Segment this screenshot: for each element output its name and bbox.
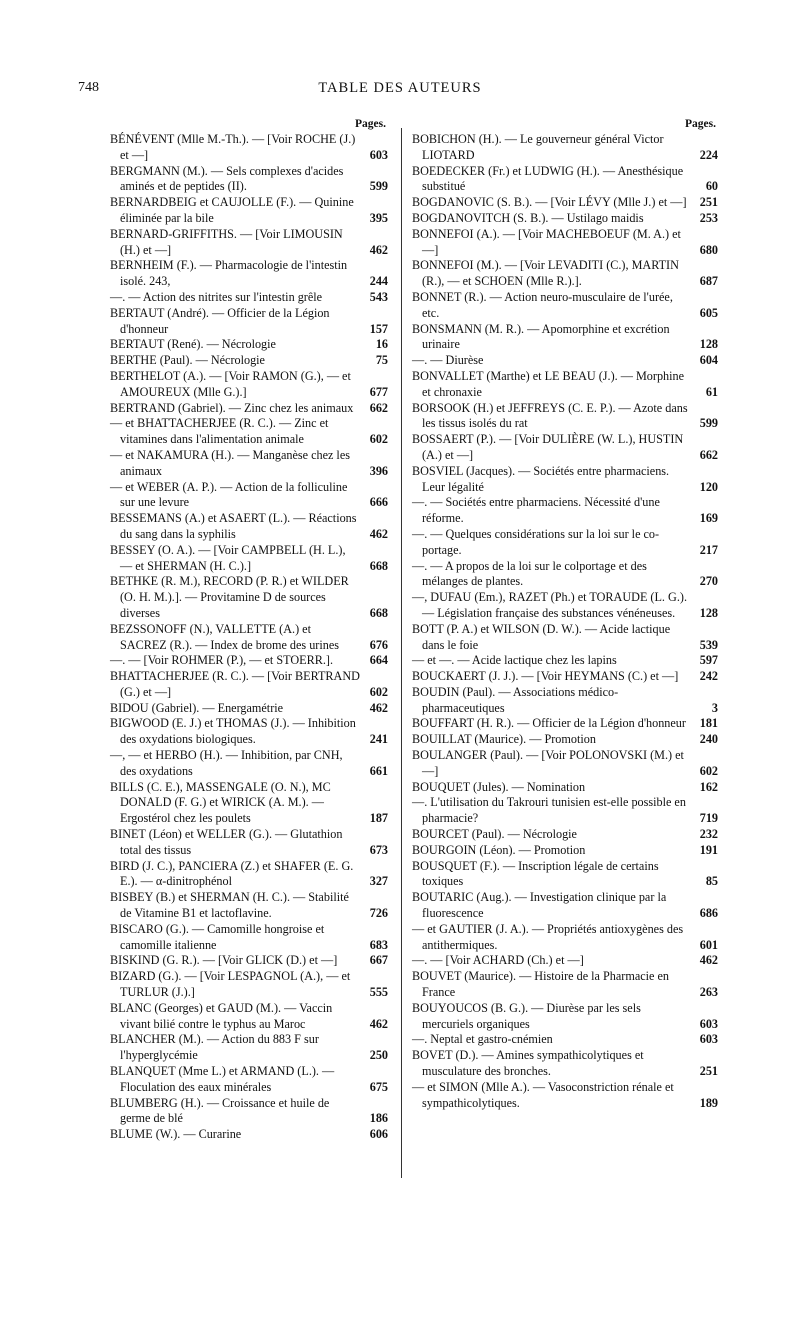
entry-text: — et SIMON (Mlle A.). — Vasoconstriction rénale et sympathicolytiques.	[412, 1079, 674, 1110]
entry-page-number: 217	[699, 542, 718, 557]
index-entry	[412, 322, 718, 354]
index-entry	[110, 1001, 388, 1033]
entry-page-number: 605	[699, 305, 718, 320]
entry-text: BOUQUET (Jules). — Nomination	[412, 779, 586, 794]
index-entry	[110, 969, 388, 1001]
entry-page-number: 606	[369, 1127, 388, 1142]
entry-page-number: 597	[699, 653, 718, 668]
entry-text: BONNEFOI (A.). — [Voir MACHEBOEUF (M. A.) et —]	[412, 226, 681, 257]
index-entry	[110, 227, 388, 259]
entry-page-number: 555	[369, 985, 388, 1000]
entry-text: BLANCHER (M.). — Action du 883 F sur l'hyperglycémie	[110, 1032, 319, 1063]
entry-page-number: 602	[369, 432, 388, 447]
entry-text: BOUVET (Maurice). — Histoire de la Pharmacie en France	[412, 969, 669, 1000]
entry-text: BESSEY (O. A.). — [Voir CAMPBELL (H. L.), — et SHERMAN (H. C.).]	[110, 542, 346, 573]
index-entry	[110, 195, 388, 227]
entry-text: BETHKE (R. M.), RECORD (P. R.) et WILDER (O. H. M.).]. — Provitamine D de sources diverses	[110, 574, 349, 620]
index-entry	[412, 464, 718, 496]
entry-page-number: 189	[699, 1095, 718, 1110]
entry-text: BOTT (P. A.) et WILSON (D. W.). — Acide lactique dans le foie	[412, 621, 671, 652]
index-entry	[110, 337, 388, 353]
entry-text: BERTAUT (René). — Nécrologie	[110, 337, 276, 352]
entry-page-number: 61	[705, 384, 718, 399]
index-entry	[412, 290, 718, 322]
index-entry	[110, 1064, 388, 1096]
entry-page-number: 673	[369, 842, 388, 857]
entry-text: —. — Diurèse	[412, 353, 484, 368]
entry-page-number: 539	[699, 637, 718, 652]
entry-page-number: 602	[699, 763, 718, 778]
entry-page-number: 462	[369, 700, 388, 715]
index-entry	[412, 1048, 718, 1080]
entry-text: BINET (Léon) et WELLER (G.). — Glutathion total des tissus	[110, 827, 343, 857]
entry-text: BOUFFART (H. R.). — Officier de la Légion d'honneur	[412, 716, 686, 731]
entry-page-number: 686	[699, 906, 718, 921]
entry-text: BOULANGER (Paul). — [Voir POLONOVSKI (M.) et —]	[412, 748, 684, 778]
index-entry	[412, 227, 718, 259]
index-entry	[412, 685, 718, 717]
entry-text: —. — Quelques considérations sur la loi sur le co-portage.	[412, 526, 660, 557]
entry-page-number: 462	[369, 1016, 388, 1031]
entry-page-number: 666	[369, 495, 388, 510]
entry-page-number: 242	[699, 669, 718, 684]
index-column-left	[110, 116, 388, 1143]
entry-text: BONVALLET (Marthe) et LE BEAU (J.). — Morphine et chronaxie	[412, 368, 685, 399]
entry-page-number: 604	[699, 353, 718, 368]
entry-text: BONSMANN (M. R.). — Apomorphine et excrétion urinaire	[412, 321, 670, 352]
entry-text: BOUCKAERT (J. J.). — [Voir HEYMANS (C.) et —]	[412, 669, 679, 684]
entry-page-number: 677	[369, 384, 388, 399]
entry-text: BOUYOUCOS (B. G.). — Diurèse par les sels mercuriels organiques	[412, 1000, 641, 1031]
entry-text: BISBEY (B.) et SHERMAN (H. C.). — Stabilité de Vitamine B1 et lactoflavine.	[110, 890, 349, 921]
index-entry	[412, 890, 718, 922]
entry-page-number: 224	[699, 147, 718, 162]
entry-page-number: 462	[699, 953, 718, 968]
entry-page-number: 128	[699, 605, 718, 620]
entry-text: —. — Sociétés entre pharmaciens. Nécessité d'une réforme.	[412, 495, 660, 526]
index-entry	[110, 164, 388, 196]
entry-page-number: 253	[699, 210, 718, 225]
entry-page-number: 680	[699, 242, 718, 257]
index-entry	[110, 511, 388, 543]
index-entry	[412, 401, 718, 433]
entry-page-number: 270	[699, 574, 718, 589]
entry-page-number: 250	[369, 1048, 388, 1063]
entry-page-number: 240	[699, 732, 718, 747]
entry-list	[412, 132, 718, 1111]
entry-page-number: 85	[705, 874, 718, 889]
entry-text: — et NAKAMURA (H.). — Manganèse chez les animaux	[110, 447, 350, 478]
index-entry	[412, 559, 718, 591]
entry-page-number: 3	[711, 700, 718, 715]
entry-page-number: 664	[369, 653, 388, 668]
entry-page-number: 603	[699, 1016, 718, 1031]
index-entry	[110, 669, 388, 701]
entry-page-number: 462	[369, 526, 388, 541]
index-entry	[110, 716, 388, 748]
entry-text: BERNHEIM (F.). — Pharmacologie de l'intestin isolé. 243,	[110, 258, 348, 289]
entry-text: BHATTACHERJEE (R. C.). — [Voir BERTRAND (G.) et —]	[110, 669, 360, 699]
entry-text: — et GAUTIER (J. A.). — Propriétés antioxygènes des antithermiques.	[412, 921, 684, 952]
entry-text: BLUMBERG (H.). — Croissance et huile de germe de blé	[110, 1095, 330, 1126]
entry-page-number: 683	[369, 937, 388, 952]
entry-text: BLUME (W.). — Curarine	[110, 1127, 242, 1142]
entry-text: BOBICHON (H.). — Le gouverneur général Victor LIOTARD	[412, 132, 664, 162]
index-entry	[110, 622, 388, 654]
entry-page-number: 75	[375, 353, 388, 368]
entry-text: BIDOU (Gabriel). — Energamétrie	[110, 700, 284, 715]
entry-page-number: 120	[699, 479, 718, 494]
entry-page-number: 157	[369, 321, 388, 336]
index-entry	[110, 890, 388, 922]
entry-text: BISCARO (G.). — Camomille hongroise et camomille italienne	[110, 921, 325, 952]
index-entry	[412, 669, 718, 685]
entry-text: BESSEMANS (A.) et ASAERT (L.). — Réactions du sang dans la syphilis	[110, 511, 357, 541]
entry-page-number: 232	[699, 827, 718, 842]
index-entry	[412, 1001, 718, 1033]
entry-text: BOVET (D.). — Amines sympathicolytiques et musculature des bronches.	[412, 1048, 644, 1079]
index-entry	[412, 258, 718, 290]
index-entry	[412, 132, 718, 164]
index-entry	[412, 1080, 718, 1112]
entry-page-number: 251	[699, 195, 718, 210]
entry-page-number: 667	[369, 953, 388, 968]
entry-page-number: 251	[699, 1064, 718, 1079]
index-entry	[110, 290, 388, 306]
index-entry	[110, 416, 388, 448]
entry-text: BOEDECKER (Fr.) et LUDWIG (H.). — Anesthésique substitué	[412, 163, 684, 194]
index-entry	[412, 827, 718, 843]
entry-page-number: 241	[369, 732, 388, 747]
entry-text: BOURGOIN (Léon). — Promotion	[412, 842, 586, 857]
entry-list	[110, 132, 388, 1143]
running-title: TABLE DES AUTEURS	[318, 80, 482, 96]
entry-page-number: 603	[369, 147, 388, 162]
index-entry	[412, 369, 718, 401]
entry-text: BERNARD-GRIFFITHS. — [Voir LIMOUSIN (H.) et —]	[110, 226, 343, 257]
entry-page-number: 603	[699, 1032, 718, 1047]
entry-text: BIZARD (G.). — [Voir LESPAGNOL (A.), — et TURLUR (J.).]	[110, 969, 351, 1000]
entry-page-number: 687	[699, 274, 718, 289]
entry-text: —, DUFAU (Em.), RAZET (Ph.) et TORAUDE (L. G.). — Législation française des substances vénéneuses.	[412, 590, 687, 620]
entry-page-number: 661	[369, 763, 388, 778]
entry-text: BEZSSONOFF (N.), VALLETTE (A.) et SACREZ (R.). — Index de brome des urines	[110, 621, 340, 652]
entry-page-number: 719	[699, 811, 718, 826]
entry-text: BERNARDBEIG et CAUJOLLE (F.). — Quinine éliminée par la bile	[110, 195, 354, 225]
entry-text: —. — [Voir ROHMER (P.), — et STOERR.].	[110, 653, 333, 668]
entry-text: BISKIND (G. R.). — [Voir GLICK (D.) et —]	[110, 953, 338, 968]
entry-text: BILLS (C. E.), MASSENGALE (O. N.), MC DONALD (F. G.) et WIRICK (A. M.). — Ergostérol chez les poulets	[110, 779, 331, 826]
entry-page-number: 462	[369, 242, 388, 257]
entry-text: BIRD (J. C.), PANCIERA (Z.) et SHAFER (E. G. E.). — α-dinitrophénol	[110, 858, 354, 889]
index-entry	[412, 495, 718, 527]
index-entry	[110, 748, 388, 780]
index-entry	[412, 716, 718, 732]
entry-text: BONNET (R.). — Action neuro-musculaire de l'urée, etc.	[412, 289, 673, 320]
entry-text: BIGWOOD (E. J.) et THOMAS (J.). — Inhibition des oxydations biologiques.	[110, 716, 356, 747]
index-column-right	[412, 116, 718, 1111]
index-entry	[110, 543, 388, 575]
entry-page-number: 169	[699, 511, 718, 526]
index-entry	[412, 622, 718, 654]
entry-page-number: 395	[369, 210, 388, 225]
entry-text: BOSVIEL (Jacques). — Sociétés entre pharmaciens. Leur légalité	[412, 463, 670, 494]
entry-page-number: 602	[369, 684, 388, 699]
entry-page-number: 244	[369, 274, 388, 289]
entry-page-number: 162	[699, 779, 718, 794]
index-entry	[412, 432, 718, 464]
index-entry	[110, 448, 388, 480]
entry-page-number: 187	[369, 811, 388, 826]
entry-page-number: 668	[369, 558, 388, 573]
entry-text: —. — [Voir ACHARD (Ch.) et —]	[412, 953, 584, 968]
entry-page-number: 186	[369, 1111, 388, 1126]
entry-text: BLANQUET (Mme L.) et ARMAND (L.). — Floculation des eaux minérales	[110, 1064, 335, 1094]
entry-page-number: 676	[369, 637, 388, 652]
index-entry	[412, 748, 718, 780]
index-entry	[412, 527, 718, 559]
index-entry	[412, 859, 718, 891]
entry-text: BERTAUT (André). — Officier de la Légion d'honneur	[110, 305, 330, 336]
entry-text: BOGDANOVITCH (S. B.). — Ustilago maidis	[412, 210, 644, 225]
entry-page-number: 662	[369, 400, 388, 415]
entry-text: BLANC (Georges) et GAUD (M.). — Vaccin vivant bilié contre le typhus au Maroc	[110, 1000, 333, 1031]
entry-text: —. — Action des nitrites sur l'intestin grêle	[110, 289, 323, 304]
pages-column-heading: Pages.	[685, 118, 716, 130]
index-entry	[412, 780, 718, 796]
index-entry	[412, 353, 718, 369]
index-entry	[110, 480, 388, 512]
index-entry	[110, 701, 388, 717]
entry-page-number: 181	[699, 716, 718, 731]
page-header	[0, 80, 800, 104]
index-entry	[110, 1032, 388, 1064]
entry-text: BERTHELOT (A.). — [Voir RAMON (G.), — et AMOUREUX (Mlle G.).]	[110, 368, 351, 399]
entry-page-number: 543	[369, 289, 388, 304]
entry-page-number: 327	[369, 874, 388, 889]
index-entry	[110, 953, 388, 969]
index-entry	[110, 306, 388, 338]
entry-text: BOUILLAT (Maurice). — Promotion	[412, 732, 596, 747]
entry-text: BONNEFOI (M.). — [Voir LEVADITI (C.), MARTIN (R.), — et SCHOEN (Mlle R.).].	[412, 258, 679, 289]
index-entry	[110, 353, 388, 369]
index-entry	[110, 369, 388, 401]
index-entry	[412, 164, 718, 196]
entry-text: — et —. — Acide lactique chez les lapins	[412, 653, 617, 668]
entry-text: —. L'utilisation du Takrouri tunisien est-elle possible en pharmacie?	[412, 795, 686, 826]
index-entry	[110, 922, 388, 954]
entry-page-number: 668	[369, 605, 388, 620]
index-entry	[412, 653, 718, 669]
entry-text: — et BHATTACHERJEE (R. C.). — Zinc et vitamines dans l'alimentation animale	[110, 416, 329, 447]
entry-text: BOSSAERT (P.). — [Voir DULIÈRE (W. L.), HUSTIN (A.) et —]	[412, 432, 684, 462]
index-entry	[412, 195, 718, 211]
index-entry	[412, 1032, 718, 1048]
entry-page-number: 726	[369, 906, 388, 921]
entry-text: BORSOOK (H.) et JEFFREYS (C. E. P.). — Azote dans les tissus isolés du rat	[412, 400, 688, 431]
index-entry	[110, 653, 388, 669]
entry-text: BERTHE (Paul). — Nécrologie	[110, 353, 265, 368]
entry-text: BÉNÉVENT (Mlle M.-Th.). — [Voir ROCHE (J.) et —]	[110, 132, 356, 162]
entry-text: BOUSQUET (F.). — Inscription légale de certains toxiques	[412, 858, 659, 889]
index-entry	[412, 953, 718, 969]
entry-text: —. — A propos de la loi sur le colportage et des mélanges de plantes.	[412, 558, 647, 589]
entry-text: BERGMANN (M.). — Sels complexes d'acides aminés et de peptides (II).	[110, 163, 344, 194]
entry-text: —. Neptal et gastro-cnémien	[412, 1032, 553, 1047]
index-entry	[110, 574, 388, 621]
index-entry	[110, 1127, 388, 1143]
index-entry	[110, 859, 388, 891]
entry-text: BOURCET (Paul). — Nécrologie	[412, 827, 577, 842]
entry-page-number: 599	[699, 416, 718, 431]
entry-text: —, — et HERBO (H.). — Inhibition, par CNH, des oxydations	[110, 748, 343, 778]
index-entry	[412, 795, 718, 827]
entry-text: BOUTARIC (Aug.). — Investigation clinique par la fluorescence	[412, 890, 667, 921]
entry-page-number: 675	[369, 1079, 388, 1094]
index-entry	[412, 843, 718, 859]
index-entry	[110, 1096, 388, 1128]
entry-page-number: 662	[699, 447, 718, 462]
entry-page-number: 601	[699, 937, 718, 952]
entry-text: BERTRAND (Gabriel). — Zinc chez les animaux	[110, 400, 354, 415]
index-entry	[110, 401, 388, 417]
entry-page-number: 128	[699, 337, 718, 352]
entry-page-number: 16	[375, 337, 388, 352]
entry-text: — et WEBER (A. P.). — Action de la folliculine sur une levure	[110, 479, 348, 510]
entry-text: BOUDIN (Paul). — Associations médico-pharmaceutiques	[412, 684, 619, 715]
index-entry	[412, 732, 718, 748]
entry-page-number: 191	[699, 842, 718, 857]
index-entry	[412, 969, 718, 1001]
index-entry	[412, 922, 718, 954]
entry-page-number: 60	[705, 179, 718, 194]
pages-column-heading: Pages.	[355, 118, 386, 130]
index-entry	[110, 780, 388, 827]
index-entry	[412, 211, 718, 227]
entry-page-number: 599	[369, 179, 388, 194]
page-number: 748	[78, 80, 99, 95]
index-entry	[110, 132, 388, 164]
index-entry	[110, 827, 388, 859]
entry-page-number: 396	[369, 463, 388, 478]
column-divider	[401, 128, 402, 1178]
entry-text: BOGDANOVIC (S. B.). — [Voir LÉVY (Mlle J.) et —]	[412, 195, 687, 210]
entry-page-number: 263	[699, 985, 718, 1000]
index-entry	[412, 590, 718, 622]
index-entry	[110, 258, 388, 290]
